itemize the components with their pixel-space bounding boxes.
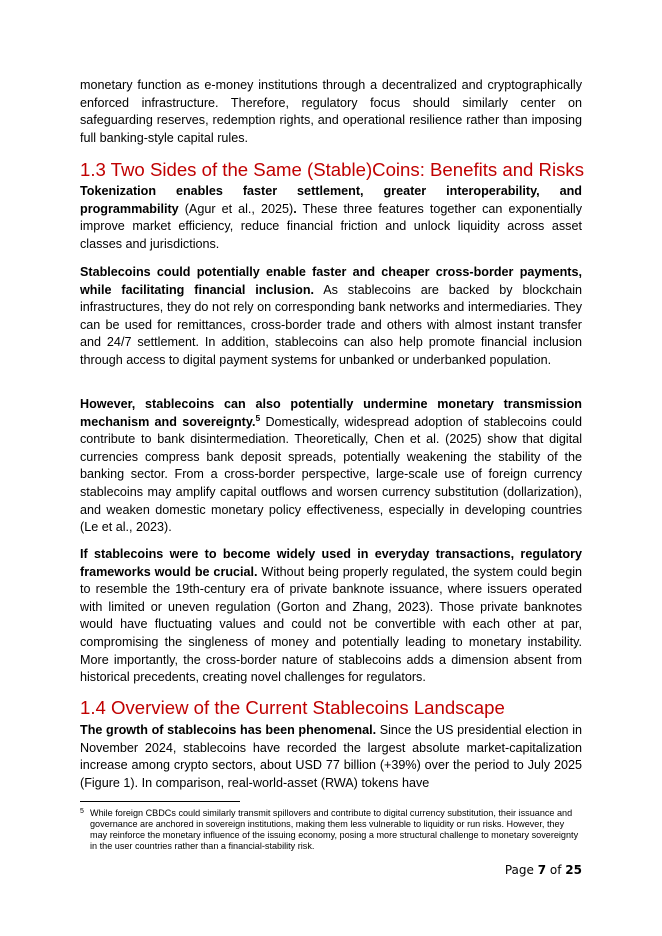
lead-sentence: The growth of stablecoins has been phenomenal. xyxy=(80,723,377,737)
period: . xyxy=(293,201,297,216)
lead-sentence: Stablecoins could potentially enable faster and cheaper cross-border payments, while facilitating financial inclusion. xyxy=(80,265,582,297)
paragraph-continuation xyxy=(80,77,582,147)
lead-sentence: However, stablecoins can also potentially undermine monetary transmission mechanism and sovereignty. xyxy=(80,397,582,429)
page-prefix: Page xyxy=(504,863,538,877)
paragraph-tokenization xyxy=(80,183,582,253)
footnote-text: While foreign CBDCs could similarly transmit spillovers and contribute to digital currency substitution, their issuance and governance are anchored in sovereign institutions, making them less vulnerable to liquidity or run risks. However, they may reinforce the monetary influence of the issuing economy, posing a more structural challenge to monetary sovereignty in the user countries rather than a financial-stability risk. xyxy=(90,808,579,851)
footnote-number: 5 xyxy=(80,808,84,815)
paragraph-text: monetary function as e-money institutions through a decentralized and cryptographically enforced infrastructure. Therefore, regulatory focus should similarly center on safeguarding reserves, redemption rights, and operational resilience rather than imposing full banking-style capital rules. xyxy=(80,78,582,145)
lead-sentence: Tokenization enables faster settlement, greater interoperability, and programmability xyxy=(80,184,582,216)
paragraph-regulatory-frameworks xyxy=(80,546,582,687)
paragraph-body: Since the US presidential election in November 2024, stablecoins have recorded the largest absolute market-capitalization increase among crypto sectors, about USD 77 billion (+39%) over the period to July 2025 (Figure 1). In comparison, real-world-asset (RWA) tokens have xyxy=(80,723,582,790)
paragraph-body: Domestically, widespread adoption of stablecoins could contribute to bank disintermediation. Theoretically, Chen et al. (2025) show that digital currencies compress bank deposit spreads, potentially weakening the stability of the banking sector. From a cross-border perspective, large-scale use of foreign currency stablecoins may amplify capital outflows and worsen currency substitution (dollarization), and weaken domestic monetary policy effectiveness, especially in developing countries (Le et al., 2023). xyxy=(80,414,582,535)
paragraph-body: Without being properly regulated, the system could begin to resemble the 19th-century era of private banknote issuance, where issuers operated with limited or uneven regulation (Gorton and Zhang, 2023). Those private banknotes would have fluctuating values and could not be convertible with each other at par, compromising the singleness of money and potentially leading to monetary instability. More importantly, the cross-border nature of stablecoins adds a dimension absent from historical precedents, creating novel challenges for regulators. xyxy=(80,564,582,685)
paragraph-cross-border-payments xyxy=(80,264,582,370)
lead-sentence: If stablecoins were to become widely used in everyday transactions, regulatory frameworks would be crucial. xyxy=(80,547,582,579)
section-heading-1-4 xyxy=(80,697,582,719)
section-title: 1.3 Two Sides of the Same (Stable)Coins: Benefits and Risks xyxy=(80,159,585,180)
page-number xyxy=(505,863,582,877)
footnote-reference[interactable]: 5 xyxy=(255,412,261,423)
section-title: 1.4 Overview of the Current Stablecoins Landscape xyxy=(80,697,505,718)
footnote-divider xyxy=(80,801,240,802)
citation: (Agur et al., 2025) xyxy=(178,201,294,216)
paragraph-body: These three features together can exponentially improve market efficiency, reduce financial friction and unlock liquidity across asset classes and jurisdictions. xyxy=(80,201,582,251)
section-heading-1-3 xyxy=(80,159,585,181)
current-page: 7 xyxy=(537,863,547,877)
total-pages: 25 xyxy=(565,863,582,877)
footnote xyxy=(80,808,582,852)
paragraph-monetary-sovereignty xyxy=(80,396,582,537)
paragraph-growth xyxy=(80,722,582,792)
page-separator: of xyxy=(546,863,566,877)
paragraph-body: As stablecoins are backed by blockchain infrastructures, they do not rely on corresponding bank networks and intermediaries. They can be used for remittances, cross-border trade and others with almost instant transfer and 24/7 settlement. In addition, stablecoins can also help promote financial inclusion through access to digital payment systems for unbanked or underbanked population. xyxy=(80,282,583,367)
